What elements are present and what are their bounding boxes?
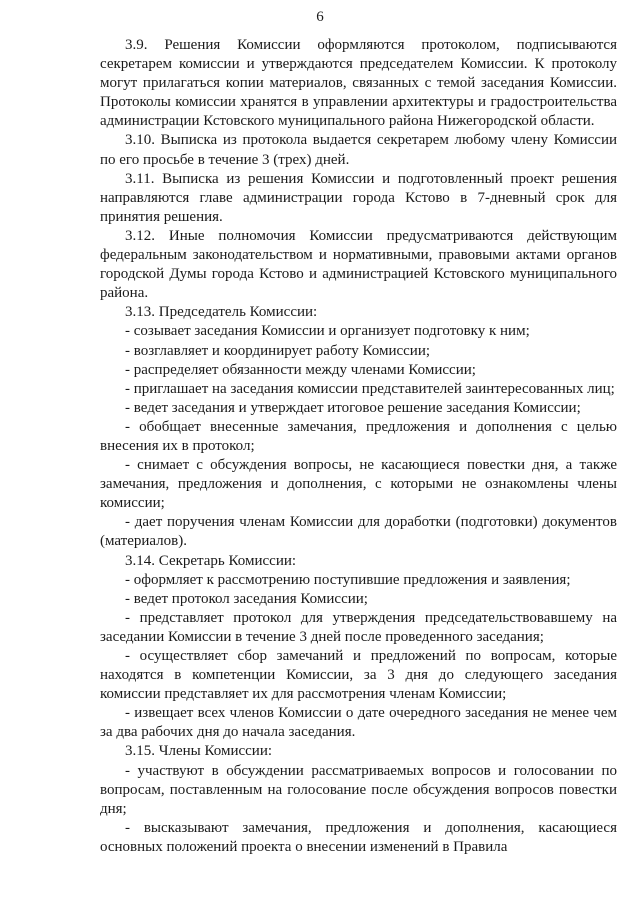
chair-duty-item: - возглавляет и координирует работу Комиссии; bbox=[125, 342, 431, 359]
chair-duty-item: - дает поручения членам Комиссии для доработки (подготовки) документов (материалов). bbox=[100, 514, 617, 550]
paragraph-3-13-heading: 3.13. Председатель Комиссии: bbox=[125, 304, 318, 321]
document-body bbox=[100, 36, 617, 857]
chair-duty-item: - обобщает внесенные замечания, предложения и дополнения с целью внесения их в протокол; bbox=[100, 418, 617, 454]
chair-duty-item: - распределяет обязанности между членами Комиссии; bbox=[125, 361, 476, 378]
paragraph-3-12: 3.12. Иные полномочия Комиссии предусматриваются действующим федеральным законодательством и нормативными, правовыми актами органов городской Думы города Кстово и администрацией Кстовского муниципального района. bbox=[100, 227, 617, 302]
member-duty-item: - участвуют в обсуждении рассматриваемых вопросов и голосовании по вопросам, поставленным на голосование после обсуждения вопросов повестки дня; bbox=[100, 762, 617, 817]
paragraph-3-14-heading: 3.14. Секретарь Комиссии: bbox=[125, 552, 297, 569]
secretary-duty-item: - оформляет к рассмотрению поступившие предложения и заявления; bbox=[125, 571, 571, 588]
secretary-duty-item: - извещает всех членов Комиссии о дате очередного заседания не менее чем за два рабочих дня до начала заседания. bbox=[100, 705, 617, 741]
secretary-duty-item: - осуществляет сбор замечаний и предложений по вопросам, которые находятся в компетенции Комиссии, за 3 дня до следующего заседания комиссии представляет их для рассмотрения членам Комиссии; bbox=[100, 648, 617, 703]
paragraph-3-11: 3.11. Выписка из решения Комиссии и подготовленный проект решения направляются главе администрации города Кстово в 7-дневный срок для принятия решения. bbox=[100, 170, 617, 225]
member-duty-item: - высказывают замечания, предложения и дополнения, касающиеся основных положений проекта о внесении изменений в Правила bbox=[100, 819, 617, 855]
chair-duty-item: - ведет заседания и утверждает итоговое решение заседания Комиссии; bbox=[125, 399, 581, 416]
paragraph-3-10: 3.10. Выписка из протокола выдается секретарем любому члену Комиссии по его просьбе в течение 3 (трех) дней. bbox=[100, 132, 617, 168]
paragraph-3-9: 3.9. Решения Комиссии оформляются протоколом, подписываются секретарем комиссии и утверждаются председателем Комиссии. К протоколу могут прилагаться копии материалов, связанных с темой заседания Комиссии. Протоколы комиссии хранятся в управлении архитектуры и градостроительства администрации Кстовского муниципального района Нижегородской области. bbox=[100, 37, 617, 130]
chair-duty-item: - созывает заседания Комиссии и организует подготовку к ним; bbox=[125, 323, 530, 340]
secretary-duty-item: - ведет протокол заседания Комиссии; bbox=[125, 590, 368, 607]
chair-duty-item: - приглашает на заседания комиссии представителей заинтересованных лиц; bbox=[125, 380, 615, 397]
chair-duty-item: - снимает с обсуждения вопросы, не касающиеся повестки дня, а также замечания, предложения и дополнения, с которыми не ознакомлены члены комиссии; bbox=[100, 457, 617, 512]
paragraph-3-15-heading: 3.15. Члены Комиссии: bbox=[125, 743, 273, 760]
page-number: 6 bbox=[316, 9, 324, 25]
secretary-duty-item: - представляет протокол для утверждения председательствовавшему на заседании Комиссии в течение 3 дней после проведенного заседания; bbox=[100, 609, 617, 645]
